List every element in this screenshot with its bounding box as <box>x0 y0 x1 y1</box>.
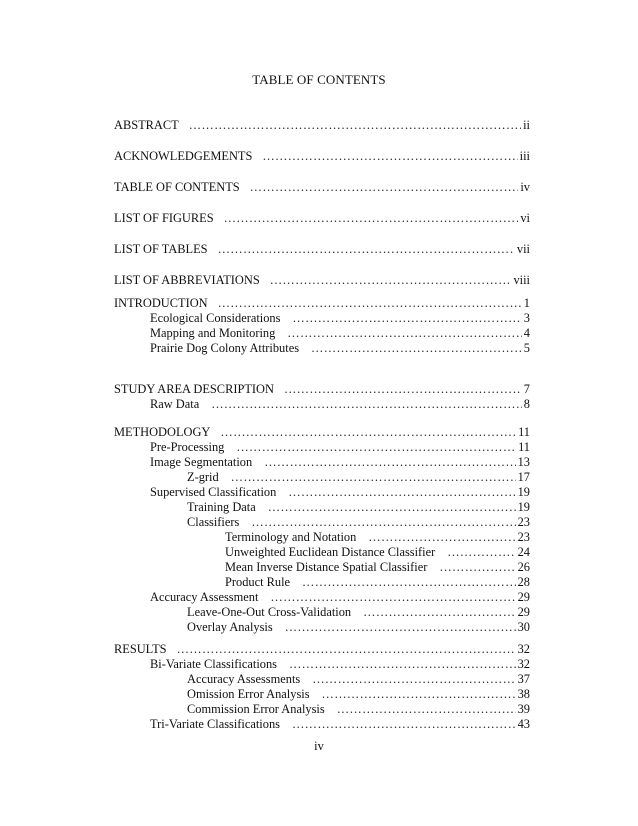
dot-leader <box>302 575 516 590</box>
toc-entry <box>187 687 530 702</box>
toc-entry-page: 17 <box>517 470 530 484</box>
toc-entry-title: Image Segmentation <box>150 455 253 469</box>
toc-entry-page: 4 <box>523 326 530 340</box>
dot-leader <box>231 470 516 485</box>
toc-entry-page: 37 <box>517 672 530 686</box>
toc-entry <box>114 642 530 657</box>
dot-leader <box>218 242 515 257</box>
toc-entry-page: viii <box>513 273 530 287</box>
toc-entry-title: Accuracy Assessments <box>187 672 301 686</box>
toc-entry <box>114 242 530 257</box>
toc-entry <box>150 590 530 605</box>
toc-entry <box>150 397 530 412</box>
toc-entry <box>150 455 530 470</box>
toc-entry-page: 30 <box>517 620 530 634</box>
toc-entry-page: 19 <box>517 485 530 499</box>
toc-entry <box>150 717 530 732</box>
toc-entry <box>187 672 530 687</box>
toc-entry-page: vii <box>516 242 530 256</box>
toc-entry-page: 38 <box>517 687 530 701</box>
toc-entry <box>114 382 530 397</box>
dot-leader <box>292 717 516 732</box>
toc-entry-page: 32 <box>517 642 530 656</box>
toc-entry <box>114 118 530 133</box>
toc-entry-title: Tri-Variate Classifications <box>150 717 280 731</box>
toc-entry <box>150 311 530 326</box>
toc-entry <box>150 440 530 455</box>
toc-entry-page: 19 <box>517 500 530 514</box>
toc-entry-title: Z-grid <box>187 470 219 484</box>
dot-leader <box>264 455 515 470</box>
toc-entry-page: 43 <box>517 717 530 731</box>
toc-entry-page: 8 <box>523 397 530 411</box>
toc-entry <box>150 326 530 341</box>
toc-entry <box>225 575 530 590</box>
toc-entry-page: vi <box>520 211 530 225</box>
toc-entry-title: Prairie Dog Colony Attributes <box>150 341 300 355</box>
toc-entry-page: 7 <box>523 382 530 396</box>
toc-entry-page: 13 <box>517 455 530 469</box>
toc-entry-title: Commission Error Analysis <box>187 702 325 716</box>
dot-leader <box>447 545 515 560</box>
toc-entry-title: INTRODUCTION <box>114 296 208 310</box>
toc-entry-page: 5 <box>523 341 530 355</box>
toc-entry-title: ACKNOWLEDGEMENTS <box>114 149 253 163</box>
dot-leader <box>337 702 516 717</box>
toc-entry-title: TABLE OF CONTENTS <box>114 180 240 194</box>
toc-entry-page: ii <box>523 118 530 132</box>
toc-entry-title: Omission Error Analysis <box>187 687 310 701</box>
toc-entry <box>187 702 530 717</box>
toc-entry-title: Mapping and Monitoring <box>150 326 276 340</box>
dot-leader <box>285 620 516 635</box>
toc-entry-title: Accuracy Assessment <box>150 590 259 604</box>
toc-entry-page: 29 <box>517 590 530 604</box>
toc-entry-title: Terminology and Notation <box>225 530 357 544</box>
toc-entry <box>187 470 530 485</box>
toc-entry-title: Classifiers <box>187 515 240 529</box>
dot-leader <box>270 273 512 288</box>
dot-leader <box>251 515 515 530</box>
dot-leader <box>220 425 516 440</box>
toc-entry-page: 11 <box>518 440 530 454</box>
toc-entry-title: Ecological Considerations <box>150 311 281 325</box>
toc-entry-page: 23 <box>517 530 530 544</box>
toc-entry-title: Training Data <box>187 500 256 514</box>
dot-leader <box>262 149 517 164</box>
toc-entry-page: 26 <box>517 560 530 574</box>
toc-entry-title: Mean Inverse Distance Spatial Classifier <box>225 560 428 574</box>
dot-leader <box>236 440 516 455</box>
toc-entry-title: Product Rule <box>225 575 291 589</box>
page-number: iv <box>314 739 324 753</box>
toc-entry-title: Pre-Processing <box>150 440 225 454</box>
dot-leader <box>268 500 516 515</box>
toc-entry <box>225 530 530 545</box>
toc-entry-title: RESULTS <box>114 642 167 656</box>
dot-leader <box>289 657 516 672</box>
toc-entry <box>225 560 530 575</box>
dot-leader <box>189 118 521 133</box>
dot-leader <box>284 382 522 397</box>
toc-entry-title: Supervised Classification <box>150 485 277 499</box>
toc-entry-page: 29 <box>517 605 530 619</box>
toc-entry-page: 24 <box>517 545 530 559</box>
dot-leader <box>177 642 516 657</box>
toc-entry <box>187 500 530 515</box>
dot-leader <box>368 530 515 545</box>
toc-entry-page: 11 <box>518 425 530 439</box>
toc-entry-page: 39 <box>517 702 530 716</box>
toc-title: TABLE OF CONTENTS <box>252 72 386 87</box>
toc-entry <box>187 620 530 635</box>
dot-leader <box>311 341 522 356</box>
toc-entry-page: 3 <box>523 311 530 325</box>
toc-entry-page: 28 <box>517 575 530 589</box>
toc-entry-title: ABSTRACT <box>114 118 179 132</box>
toc-entry <box>114 296 530 311</box>
dot-leader <box>211 397 522 412</box>
toc-entry <box>187 605 530 620</box>
dot-leader <box>292 311 521 326</box>
toc-entry <box>187 515 530 530</box>
toc-entry <box>114 211 530 226</box>
toc-entry-page: 23 <box>517 515 530 529</box>
toc-entry-page: iii <box>519 149 530 163</box>
toc-entry <box>150 485 530 500</box>
toc-entry <box>150 657 530 672</box>
toc-entry <box>114 273 530 288</box>
toc-entry-title: Bi-Variate Classifications <box>150 657 277 671</box>
toc-entry-page: iv <box>520 180 530 194</box>
toc-entry-title: Unweighted Euclidean Distance Classifier <box>225 545 436 559</box>
toc-entry-title: LIST OF TABLES <box>114 242 208 256</box>
toc-entry <box>150 341 530 356</box>
toc-entry-title: Overlay Analysis <box>187 620 273 634</box>
dot-leader <box>287 326 522 341</box>
toc-entry-title: Leave-One-Out Cross-Validation <box>187 605 352 619</box>
toc-entry <box>225 545 530 560</box>
toc-entry-page: 32 <box>517 657 530 671</box>
toc-entry <box>114 180 530 195</box>
dot-leader <box>218 296 522 311</box>
dot-leader <box>250 180 519 195</box>
toc-entry-title: Raw Data <box>150 397 200 411</box>
toc-entry-title: STUDY AREA DESCRIPTION <box>114 382 274 396</box>
dot-leader <box>224 211 519 226</box>
toc-entry <box>114 149 530 164</box>
toc-entry-title: METHODOLOGY <box>114 425 211 439</box>
dot-leader <box>288 485 515 500</box>
dot-leader <box>312 672 515 687</box>
dot-leader <box>270 590 515 605</box>
dot-leader <box>363 605 515 620</box>
toc-entry-page: 1 <box>523 296 530 310</box>
dot-leader <box>322 687 516 702</box>
toc-entry-title: LIST OF FIGURES <box>114 211 214 225</box>
toc-entry <box>114 425 530 440</box>
dot-leader <box>439 560 515 575</box>
toc-entry-title: LIST OF ABBREVIATIONS <box>114 273 260 287</box>
